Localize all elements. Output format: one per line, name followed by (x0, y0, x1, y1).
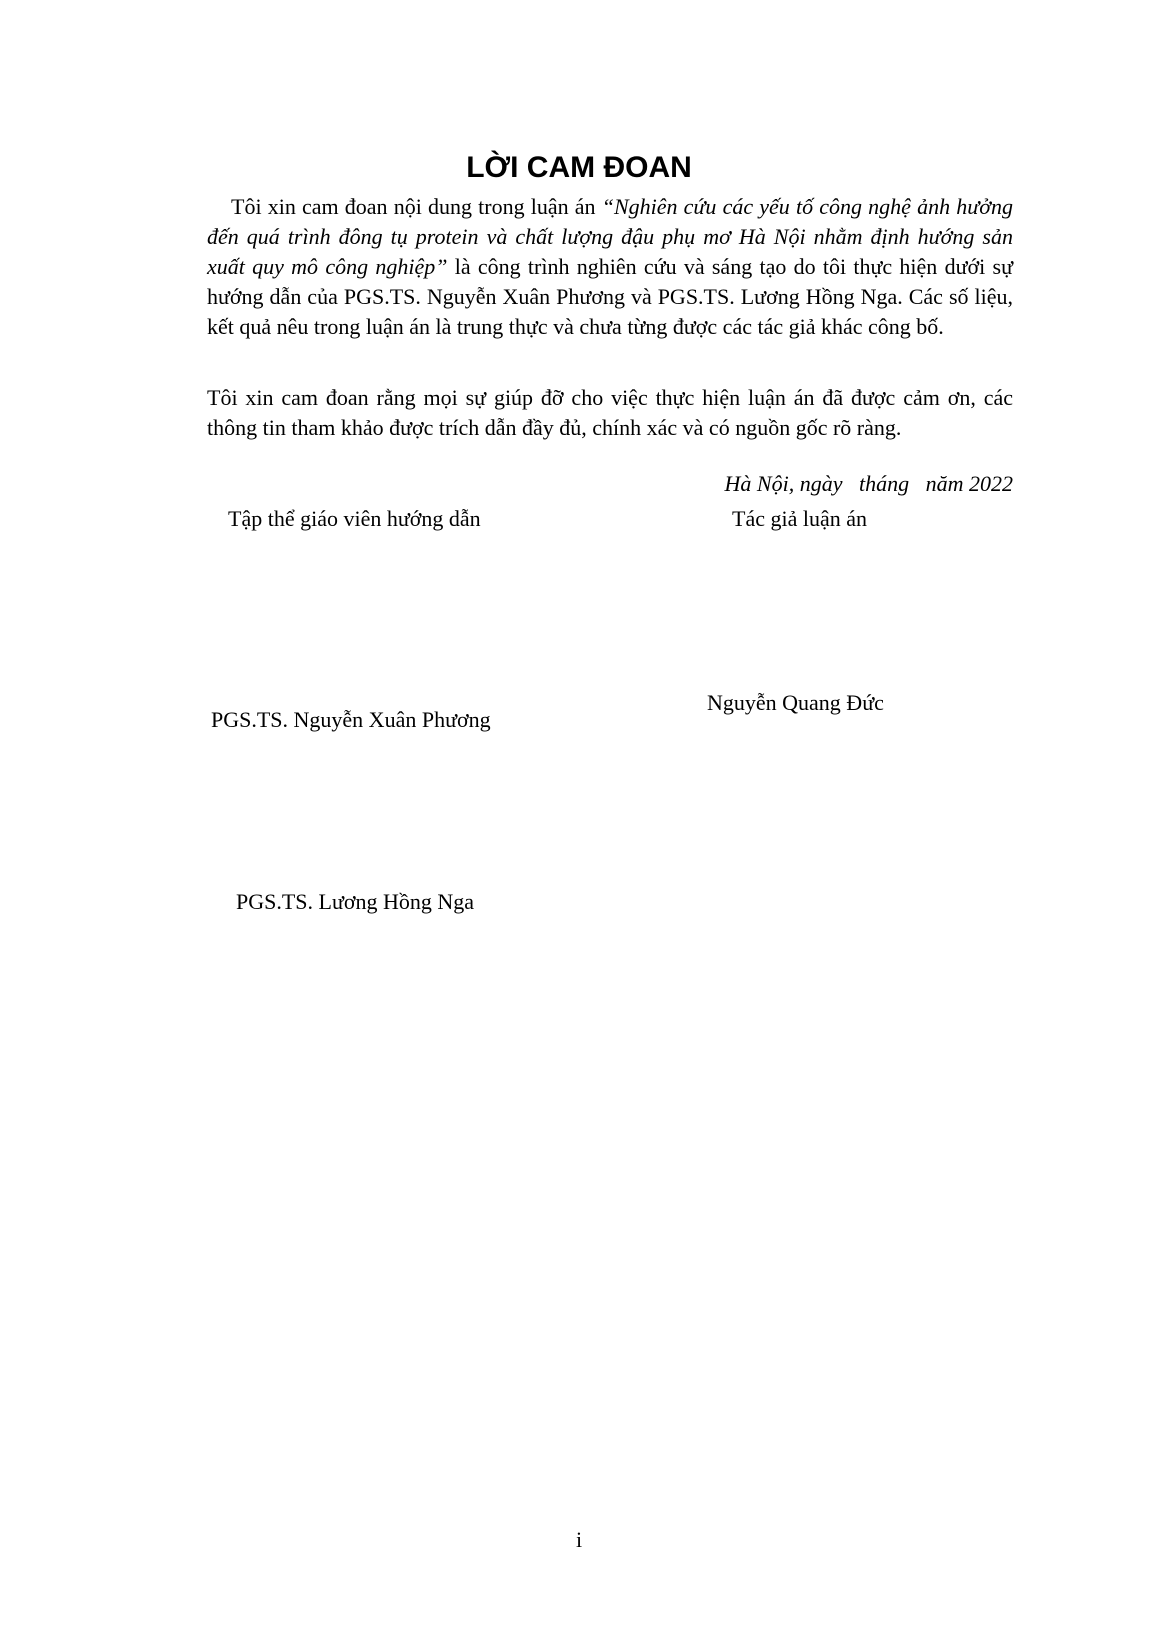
supervisor-1-name: PGS.TS. Nguyễn Xuân Phương (211, 707, 491, 732)
paragraph-rest-text: là công trình nghiên cứu và sáng tạo do tôi thực hiện dưới sự hướng dẫn của PGS.TS. Nguyễn Xuân Phương và PGS.TS. Lương Hồng Nga. Các số liệu, kết quả nêu trong luận án là trung thực và chưa từng được các tác giả khác công bố. (207, 254, 1013, 339)
page-title: LỜI CAM ĐOAN (466, 151, 692, 184)
supervisors-heading: Tập thể giáo viên hướng dẫn (228, 506, 481, 531)
thesis-title: “Nghiên cứu các yếu tố công nghệ ảnh hưởng đến quá trình đông tụ protein và chất lượng đậu phụ mơ Hà Nội nhằm định hướng sản xuất quy mô công nghiệp” (207, 194, 1013, 279)
declaration-paragraph-1 (207, 192, 1013, 342)
place-date-line: Hà Nội, ngày tháng năm 2022 (724, 471, 1013, 496)
declaration-paragraph-2 (207, 383, 1013, 443)
author-name: Nguyễn Quang Đức (707, 690, 884, 715)
paragraph-2-text: Tôi xin cam đoan rằng mọi sự giúp đỡ cho việc thực hiện luận án đã được cảm ơn, các thông tin tham khảo được trích dẫn đầy đủ, chính xác và có nguồn gốc rõ ràng. (207, 385, 1013, 440)
supervisor-2-name: PGS.TS. Lương Hồng Nga (236, 889, 475, 914)
author-heading: Tác giả luận án (732, 506, 867, 531)
paragraph-lead-text: Tôi xin cam đoan nội dung trong luận án (231, 194, 602, 219)
page-number: i (575, 1527, 583, 1552)
